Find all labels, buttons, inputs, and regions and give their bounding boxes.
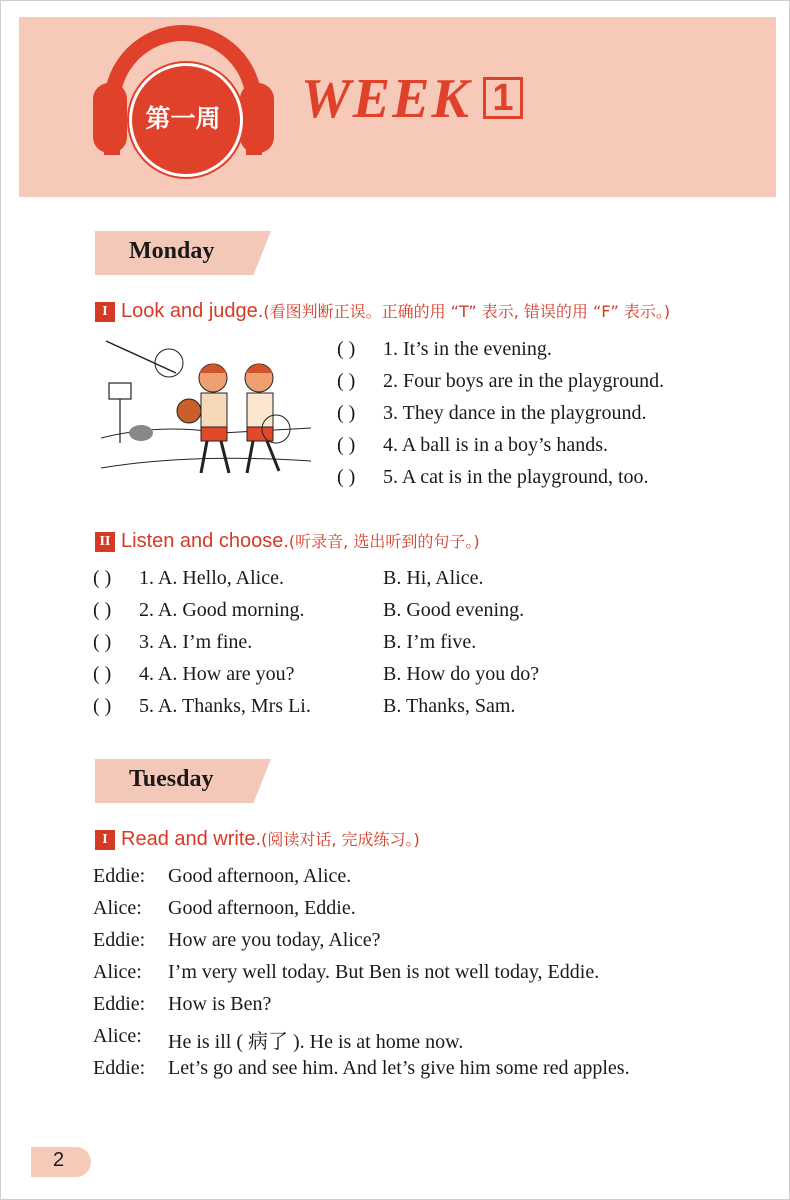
option-b: B. I’m five.: [383, 631, 477, 653]
answer-bracket[interactable]: ( ): [93, 663, 112, 685]
answer-bracket[interactable]: ( ): [93, 695, 112, 717]
dialogue-speaker: Eddie:: [93, 993, 146, 1015]
dialogue-line: Good afternoon, Eddie.: [168, 897, 356, 919]
answer-bracket[interactable]: ( ): [337, 434, 356, 456]
list-item: [337, 466, 649, 489]
answer-bracket[interactable]: ( ): [93, 599, 112, 621]
week-title: WEEK: [301, 68, 471, 130]
list-item: [93, 695, 311, 718]
option-b: B. How do you do?: [383, 663, 540, 685]
day-title-monday: Monday: [129, 238, 215, 264]
dialogue-speaker: Alice:: [93, 897, 142, 919]
dialogue-line: Good afternoon, Alice.: [168, 865, 352, 887]
dialogue-speaker: Alice:: [93, 1025, 142, 1047]
section-title: Read and write.: [121, 828, 262, 850]
item-text: 4. A ball is in a boy’s hands.: [383, 434, 608, 456]
section-number: II: [95, 532, 115, 552]
list-item: [93, 599, 305, 622]
answer-bracket[interactable]: ( ): [93, 567, 112, 589]
dialogue-speaker: Eddie:: [93, 865, 146, 887]
list-item: [337, 402, 646, 425]
section-heading-listen-and-choose: [95, 529, 480, 553]
dialogue-speaker: Eddie:: [93, 929, 146, 951]
week-label-chinese: 第一周: [145, 104, 221, 133]
answer-bracket[interactable]: ( ): [337, 370, 356, 392]
answer-bracket[interactable]: ( ): [337, 338, 356, 360]
dialogue-speaker: Eddie:: [93, 1057, 146, 1079]
answer-bracket[interactable]: ( ): [93, 631, 112, 653]
section-title: Look and judge.: [121, 300, 264, 322]
item-text: 2. Four boys are in the playground.: [383, 370, 665, 392]
answer-bracket[interactable]: ( ): [337, 466, 356, 488]
section-heading-read-and-write: [95, 827, 420, 851]
option-a: 1. A. Hello, Alice.: [139, 567, 284, 589]
list-item: [93, 631, 252, 654]
section-instruction: (看图判断正误。正确的用 “T” 表示, 错误的用 “F” 表示。): [263, 302, 671, 321]
day-title-tuesday: Tuesday: [129, 766, 214, 792]
option-b: B. Thanks, Sam.: [383, 695, 516, 717]
option-a: 4. A. How are you?: [139, 663, 295, 685]
answer-bracket[interactable]: ( ): [337, 402, 356, 424]
list-item: [93, 663, 295, 686]
dialogue-line: I’m very well today. But Ben is not well today, Eddie.: [168, 961, 600, 983]
headphone-ear-left: [93, 83, 127, 153]
option-a: 3. A. I’m fine.: [139, 631, 253, 653]
dialogue-line: How are you today, Alice?: [168, 929, 381, 951]
item-text: 3. They dance in the playground.: [383, 402, 647, 424]
playground-illustration: [101, 333, 311, 493]
dialogue-line: He is ill ( 病了 ). He is at home now.: [168, 1031, 464, 1053]
item-text: 1. It’s in the evening.: [383, 338, 552, 360]
list-item: [93, 567, 284, 590]
item-text: 5. A cat is in the playground, too.: [383, 466, 649, 488]
dialogue-line: How is Ben?: [168, 993, 272, 1015]
option-a: 2. A. Good morning.: [139, 599, 305, 621]
dialogue-speaker: Alice:: [93, 961, 142, 983]
section-number: I: [95, 830, 115, 850]
option-b: B. Good evening.: [383, 599, 525, 621]
page-number: 2: [53, 1149, 65, 1171]
option-a: 5. A. Thanks, Mrs Li.: [139, 695, 311, 717]
section-title: Listen and choose.: [121, 530, 289, 552]
headphone-ear-right: [240, 83, 274, 153]
list-item: [337, 434, 608, 457]
section-heading-look-and-judge: [95, 299, 670, 323]
week-number: 1: [483, 77, 523, 119]
dialogue-line: Let’s go and see him. And let’s give him some red apples.: [168, 1057, 630, 1079]
section-instruction: (听录音, 选出听到的句子。): [288, 532, 480, 551]
section-instruction: (阅读对话, 完成练习。): [261, 830, 420, 849]
option-b: B. Hi, Alice.: [383, 567, 484, 589]
list-item: [337, 338, 552, 361]
list-item: [337, 370, 664, 393]
section-number: I: [95, 302, 115, 322]
